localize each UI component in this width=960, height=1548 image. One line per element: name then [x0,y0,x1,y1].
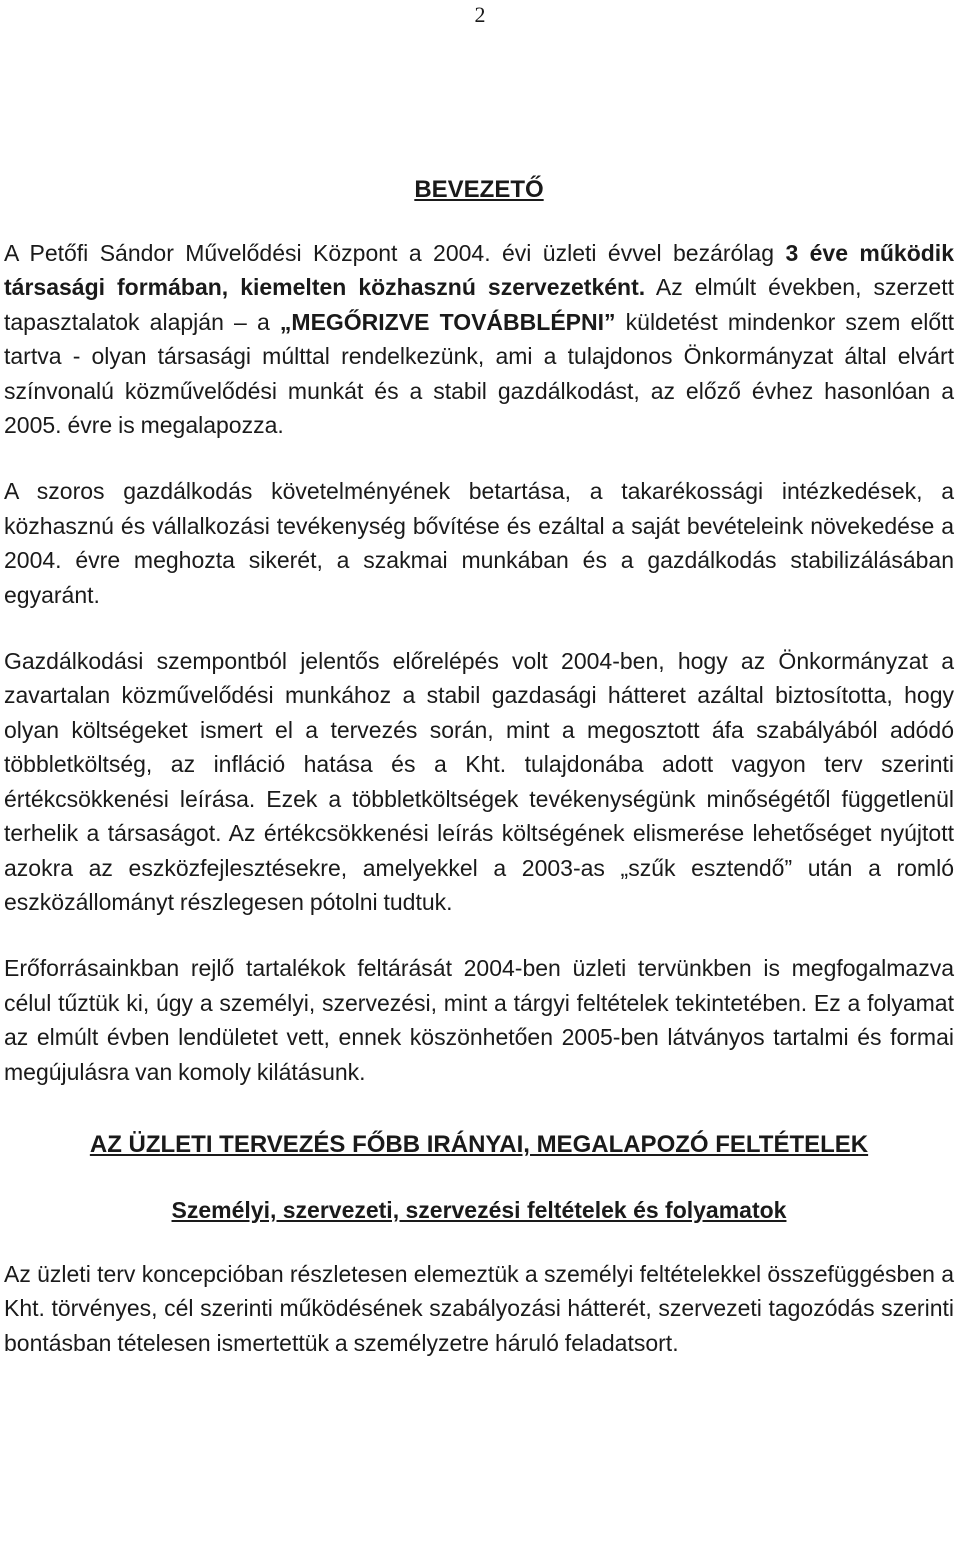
paragraph-resources: Erőforrásainkban rejlő tartalékok feltárását 2004-ben üzleti tervünkben is megfogalmazva célul tűztük ki, úgy a személyi, szervezési, mint a tárgyi feltételek tekintetében. Ez a folyamat az elmúlt évben lendületet vett, ennek köszönhetően 2005-ben látványos tartalmi és formai megújulásra van komoly kilátásunk. [4,955,954,1085]
paragraph-savings: A szoros gazdálkodás követelményének betartása, a takarékossági intézkedések, a közhasznú és vállalkozási tevékenység bővítése és ezáltal a saját bevételeink növekedése a 2004. évre meghozta sikerét, a szakmai munkában és a gazdálkodás stabilizálásában egyaránt. [4,478,954,608]
paragraph-personnel: Az üzleti terv koncepcióban részletesen elemeztük a személyi feltételekkel összefüggésben a Kht. törvényes, cél szerinti működésének szabályozási hátterét, szervezeti tagozódás szerinti bontásban tételesen ismertettük a személyzetre háruló feladatsort. [4,1260,954,1356]
mission-motto: „MEGŐRIZVE TOVÁBBLÉPNI” [279,308,616,335]
section-heading: AZ ÜZLETI TERVEZÉS FŐBB IRÁNYAI, MEGALAPOZÓ FELTÉTELEK [89,1130,869,1158]
document-body [4,172,954,1392]
subsection-heading: Személyi, szervezeti, szervezési feltételek és folyamatok [171,1196,787,1223]
intro-text-e: küldetést mindenkor szem előtt tartva - olyan társasági múlttal rendelkezünk, ami a tulajdonos Önkormányzat által elvárt színvonalú közművelődési munkát és a stabil gazdálkodást, az előző évhez hasonlóan a 2005. évre is megalapozza. [4,308,954,439]
paragraph-intro [4,236,954,442]
page-number: 2 [474,2,486,27]
intro-text-c: Az elmúlt években, szerzett tapasztalatok alapján – a [4,274,954,335]
intro-text-bold: 3 éve működik társasági formában, kiemelten közhasznú szervezetként. [4,240,954,301]
intro-text-a: A Petőfi Sándor Művelődési Központ a 2004. évi üzleti évvel bezárólag [4,240,786,266]
paragraph-finance: Gazdálkodási szempontból jelentős előrelépés volt 2004-ben, hogy az Önkormányzat a zavartalan közművelődési munkához a stabil gazdasági hátteret azáltal biztosította, hogy olyan költségeket ismert el a tervezés során, mint a megosztott áfa szabályából adódó többletköltség, az infláció hatása és a Kht. tulajdonába adott vagyon terv szerinti értékcsökkenési leírása. Ezek a többletköltségek tevékenységünk minőségétől függetlenül terhelik a társaságot. Az értékcsökkenési leírás költségének elismerése lehetőséget nyújtott azokra az eszközfejlesztésekre, amelyekkel a 2003-as „szűk esztendő” után a romló eszközállományt részlegesen pótolni tudtuk. [4,648,954,915]
page-title: BEVEZETŐ [414,176,544,203]
